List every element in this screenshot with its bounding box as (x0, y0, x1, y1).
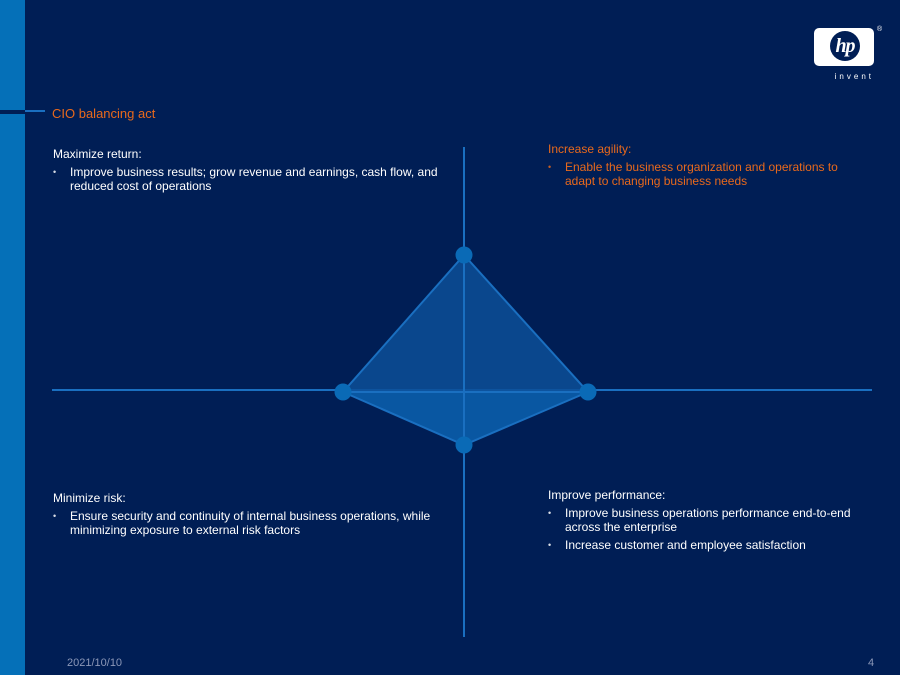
quadrant-heading: Maximize return: (53, 147, 142, 161)
quadrant-heading: Minimize risk: (53, 491, 126, 505)
upper-triangle (343, 255, 588, 392)
slide-title: CIO balancing act (52, 106, 156, 121)
node-right (580, 384, 597, 401)
bullet-item: • Ensure security and continuity of internal business operations, while minimizing exposure to external risk factors (53, 509, 453, 538)
page-number: 4 (868, 657, 875, 669)
bullet-item: • Enable the business organization and operations to adapt to changing business needs (548, 160, 858, 189)
footer-date: 2021/10/10 (67, 657, 123, 669)
registered-mark: ® (877, 26, 883, 33)
bullet-list (548, 506, 868, 553)
bullet-list (53, 165, 443, 194)
bullet-item: • Improve business results; grow revenue and earnings, cash flow, and reduced cost of operations (53, 165, 443, 194)
bullet-item: • Increase customer and employee satisfaction (548, 538, 868, 553)
node-left (335, 384, 352, 401)
quadrant-increase-agility (548, 142, 858, 192)
bullet-list (53, 509, 453, 538)
quadrant-minimize-risk (53, 491, 453, 541)
quadrant-improve-performance (548, 488, 868, 555)
hp-logo-tagline: invent (834, 72, 874, 81)
quadrant-heading: Improve performance: (548, 488, 666, 502)
node-bottom (456, 437, 473, 454)
quadrant-maximize-return (53, 147, 443, 197)
quadrant-heading: Increase agility: (548, 142, 632, 156)
bullet-item: • Improve business operations performance end-to-end across the enterprise (548, 506, 868, 535)
hp-logo-mark: hp (830, 31, 860, 61)
node-top (456, 247, 473, 264)
bullet-list (548, 160, 858, 189)
